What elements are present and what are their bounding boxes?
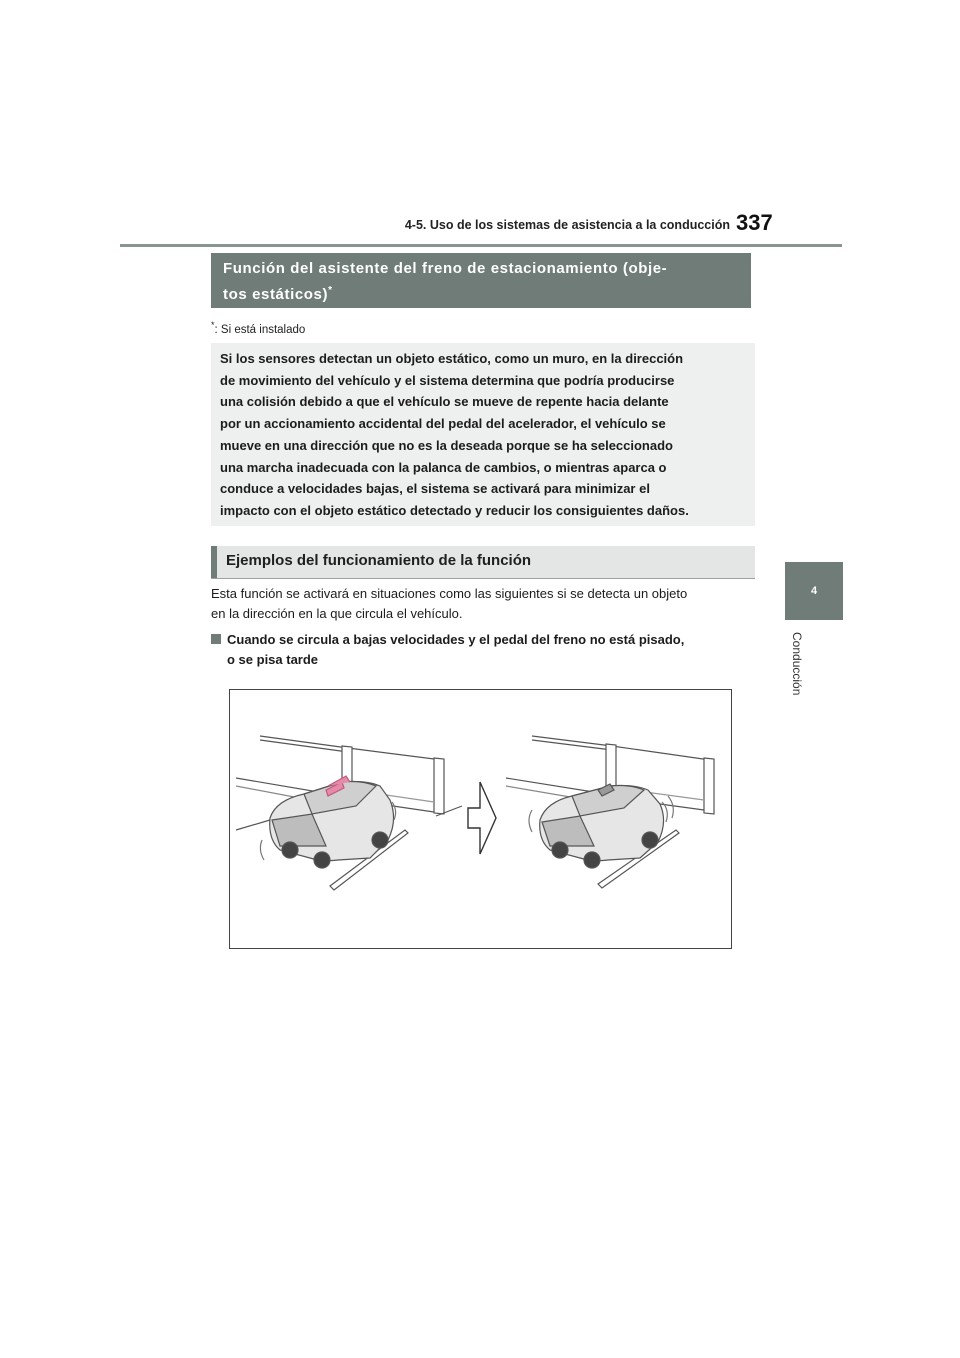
subsection-rule — [211, 578, 755, 579]
illustration — [230, 690, 731, 948]
intro-line: Esta función se activará en situaciones como las siguientes si se detecta un objeto — [211, 586, 688, 601]
summary-line: una colisión debido a que el vehículo se mueve de repente hacia delante — [220, 394, 669, 410]
intro-paragraph — [211, 584, 755, 624]
summary-line: de movimiento del vehículo y el sistema determina que podría producirse — [220, 372, 675, 388]
illustration-frame — [229, 689, 732, 949]
intro-line: en la dirección en la que circula el vehículo. — [211, 606, 463, 621]
section-title — [211, 253, 751, 308]
footnote-text: : Si está instalado — [214, 323, 306, 336]
footnote-asterisk: * — [211, 320, 215, 330]
bullet-text: Cuando se circula a bajas velocidades y el pedal del freno no está pisado, — [227, 632, 685, 647]
bullet-line — [211, 630, 755, 650]
summary-line: una marcha inadecuada con la palanca de cambios, o mientras aparca o — [220, 459, 667, 475]
summary-line: mueve en una dirección que no es la deseada porque se ha seleccionado — [220, 437, 673, 453]
summary-line: impacto con el objeto estático detectado y reducir los consiguientes daños. — [220, 502, 689, 518]
chapter-label: Conducción — [790, 632, 804, 696]
bullet-square-icon — [211, 634, 221, 644]
chapter-tab[interactable]: 4 — [785, 562, 843, 620]
section-title-text: tos estáticos) — [223, 286, 329, 303]
summary-line: por un accionamiento accidental del pedal del acelerador, el vehículo se — [220, 416, 666, 432]
summary-line: conduce a velocidades bajas, el sistema se activará para minimizar el — [220, 481, 650, 497]
footnote — [211, 320, 305, 336]
bullet-item — [211, 630, 755, 670]
wall-post — [434, 758, 444, 814]
transition-arrow-icon — [468, 782, 496, 854]
bullet-line: o se pisa tarde — [227, 652, 319, 667]
wall-panel-top — [348, 748, 442, 760]
summary-box — [211, 343, 755, 526]
footnote-marker: * — [328, 285, 333, 296]
summary-line: Si los sensores detectan un objeto estático, como un muro, en la dirección — [220, 351, 684, 366]
subsection-heading: Ejemplos del funcionamiento de la función — [211, 546, 755, 578]
section-title-line-1: Función del asistente del freno de estacionamiento (obje- — [223, 260, 668, 277]
section-title-line-2 — [223, 280, 739, 306]
header-rule — [120, 244, 842, 247]
section-label: 4-5. Uso de los sistemas de asistencia a la conducción — [404, 218, 730, 232]
wall-post — [704, 758, 714, 814]
page-number: 337 — [736, 210, 773, 235]
